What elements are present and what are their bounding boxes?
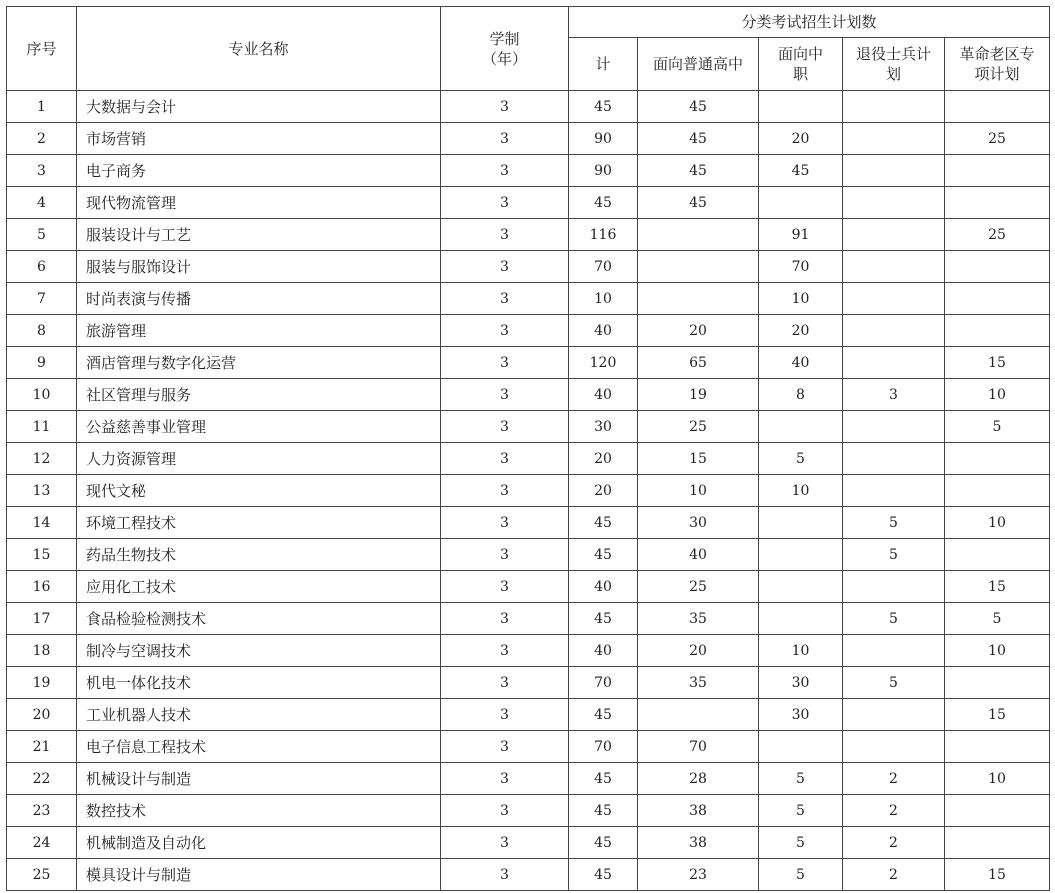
- cell-veterans: [843, 91, 945, 123]
- cell-name: 食品检验检测技术: [77, 603, 441, 635]
- table-row: [7, 571, 1050, 603]
- cell-seq: 18: [7, 635, 77, 667]
- cell-veterans: [843, 187, 945, 219]
- table-row: [7, 539, 1050, 571]
- table-row: [7, 155, 1050, 187]
- cell-vocational: [759, 187, 843, 219]
- cell-vocational: 30: [759, 699, 843, 731]
- cell-veterans: 2: [843, 763, 945, 795]
- cell-veterans: [843, 475, 945, 507]
- cell-years: 3: [441, 763, 569, 795]
- cell-veterans: 2: [843, 859, 945, 891]
- cell-vocational: [759, 411, 843, 443]
- cell-name: 人力资源管理: [77, 443, 441, 475]
- cell-seq: 5: [7, 219, 77, 251]
- cell-seq: 16: [7, 571, 77, 603]
- header-revolutionary: 革命老区专 项计划: [945, 38, 1050, 91]
- table-row: [7, 507, 1050, 539]
- cell-total: 10: [569, 283, 638, 315]
- cell-vocational: 40: [759, 347, 843, 379]
- table-row: [7, 603, 1050, 635]
- cell-total: 40: [569, 635, 638, 667]
- cell-years: 3: [441, 219, 569, 251]
- cell-general-hs: 15: [638, 443, 759, 475]
- table-row: [7, 219, 1050, 251]
- cell-revolutionary: [945, 283, 1050, 315]
- cell-general-hs: 28: [638, 763, 759, 795]
- cell-general-hs: 45: [638, 123, 759, 155]
- cell-seq: 9: [7, 347, 77, 379]
- table-body: [7, 91, 1050, 891]
- table-row: [7, 347, 1050, 379]
- cell-vocational: [759, 91, 843, 123]
- cell-name: 公益慈善事业管理: [77, 411, 441, 443]
- cell-veterans: [843, 219, 945, 251]
- cell-name: 现代物流管理: [77, 187, 441, 219]
- table-row: [7, 379, 1050, 411]
- cell-revolutionary: 10: [945, 379, 1050, 411]
- cell-revolutionary: 10: [945, 635, 1050, 667]
- cell-general-hs: 45: [638, 91, 759, 123]
- cell-name: 工业机器人技术: [77, 699, 441, 731]
- cell-years: 3: [441, 315, 569, 347]
- table-row: [7, 283, 1050, 315]
- cell-veterans: [843, 347, 945, 379]
- cell-total: 45: [569, 91, 638, 123]
- cell-seq: 12: [7, 443, 77, 475]
- cell-name: 机械制造及自动化: [77, 827, 441, 859]
- cell-general-hs: [638, 283, 759, 315]
- cell-revolutionary: [945, 155, 1050, 187]
- table-row: [7, 251, 1050, 283]
- cell-name: 现代文秘: [77, 475, 441, 507]
- cell-total: 70: [569, 731, 638, 763]
- cell-name: 时尚表演与传播: [77, 283, 441, 315]
- cell-general-hs: 25: [638, 411, 759, 443]
- cell-vocational: 5: [759, 827, 843, 859]
- cell-revolutionary: 15: [945, 571, 1050, 603]
- cell-general-hs: 30: [638, 507, 759, 539]
- cell-total: 45: [569, 603, 638, 635]
- cell-revolutionary: [945, 539, 1050, 571]
- cell-name: 旅游管理: [77, 315, 441, 347]
- cell-general-hs: 40: [638, 539, 759, 571]
- cell-revolutionary: [945, 443, 1050, 475]
- cell-years: 3: [441, 379, 569, 411]
- cell-seq: 6: [7, 251, 77, 283]
- cell-years: 3: [441, 827, 569, 859]
- cell-name: 电子信息工程技术: [77, 731, 441, 763]
- cell-total: 45: [569, 187, 638, 219]
- cell-seq: 13: [7, 475, 77, 507]
- cell-total: 45: [569, 827, 638, 859]
- cell-general-hs: 20: [638, 315, 759, 347]
- cell-vocational: 10: [759, 283, 843, 315]
- cell-seq: 11: [7, 411, 77, 443]
- cell-years: 3: [441, 539, 569, 571]
- table-row: [7, 123, 1050, 155]
- cell-vocational: [759, 539, 843, 571]
- table-row: [7, 699, 1050, 731]
- cell-seq: 21: [7, 731, 77, 763]
- cell-total: 40: [569, 571, 638, 603]
- enrollment-plan-table: [6, 6, 1050, 891]
- cell-veterans: [843, 443, 945, 475]
- cell-revolutionary: 10: [945, 507, 1050, 539]
- cell-revolutionary: [945, 795, 1050, 827]
- cell-revolutionary: [945, 315, 1050, 347]
- header-veterans: 退役士兵计 划: [843, 38, 945, 91]
- cell-total: 45: [569, 795, 638, 827]
- cell-seq: 3: [7, 155, 77, 187]
- cell-seq: 20: [7, 699, 77, 731]
- cell-vocational: 5: [759, 859, 843, 891]
- cell-total: 120: [569, 347, 638, 379]
- cell-veterans: [843, 699, 945, 731]
- cell-revolutionary: [945, 667, 1050, 699]
- cell-total: 40: [569, 315, 638, 347]
- cell-seq: 25: [7, 859, 77, 891]
- table-row: [7, 859, 1050, 891]
- cell-general-hs: [638, 699, 759, 731]
- cell-veterans: [843, 283, 945, 315]
- table-row: [7, 443, 1050, 475]
- table-row: [7, 827, 1050, 859]
- table-row: [7, 187, 1050, 219]
- cell-general-hs: 23: [638, 859, 759, 891]
- table-row: [7, 763, 1050, 795]
- cell-years: 3: [441, 507, 569, 539]
- cell-total: 20: [569, 475, 638, 507]
- cell-veterans: 5: [843, 603, 945, 635]
- cell-revolutionary: 10: [945, 763, 1050, 795]
- cell-vocational: [759, 731, 843, 763]
- cell-revolutionary: 25: [945, 123, 1050, 155]
- cell-name: 制冷与空调技术: [77, 635, 441, 667]
- cell-seq: 10: [7, 379, 77, 411]
- cell-total: 90: [569, 123, 638, 155]
- cell-years: 3: [441, 699, 569, 731]
- table-row: [7, 315, 1050, 347]
- cell-revolutionary: [945, 251, 1050, 283]
- cell-name: 应用化工技术: [77, 571, 441, 603]
- cell-vocational: 30: [759, 667, 843, 699]
- cell-general-hs: 20: [638, 635, 759, 667]
- cell-seq: 15: [7, 539, 77, 571]
- cell-seq: 1: [7, 91, 77, 123]
- cell-general-hs: [638, 219, 759, 251]
- cell-general-hs: 25: [638, 571, 759, 603]
- cell-revolutionary: 5: [945, 411, 1050, 443]
- cell-years: 3: [441, 283, 569, 315]
- cell-name: 服装设计与工艺: [77, 219, 441, 251]
- cell-veterans: [843, 251, 945, 283]
- cell-revolutionary: 15: [945, 699, 1050, 731]
- cell-general-hs: 45: [638, 187, 759, 219]
- cell-vocational: 5: [759, 443, 843, 475]
- cell-name: 市场营销: [77, 123, 441, 155]
- table-row: [7, 91, 1050, 123]
- cell-revolutionary: 25: [945, 219, 1050, 251]
- cell-vocational: 70: [759, 251, 843, 283]
- cell-general-hs: 38: [638, 795, 759, 827]
- cell-veterans: [843, 635, 945, 667]
- cell-vocational: 20: [759, 123, 843, 155]
- cell-veterans: 2: [843, 827, 945, 859]
- cell-name: 机电一体化技术: [77, 667, 441, 699]
- cell-vocational: 8: [759, 379, 843, 411]
- cell-total: 45: [569, 763, 638, 795]
- cell-vocational: 10: [759, 635, 843, 667]
- cell-seq: 7: [7, 283, 77, 315]
- cell-general-hs: 35: [638, 603, 759, 635]
- cell-name: 社区管理与服务: [77, 379, 441, 411]
- cell-total: 45: [569, 859, 638, 891]
- cell-seq: 22: [7, 763, 77, 795]
- cell-veterans: [843, 731, 945, 763]
- header-group: 分类考试招生计划数: [569, 7, 1050, 38]
- cell-total: 45: [569, 507, 638, 539]
- cell-years: 3: [441, 443, 569, 475]
- cell-name: 药品生物技术: [77, 539, 441, 571]
- cell-name: 大数据与会计: [77, 91, 441, 123]
- cell-general-hs: [638, 251, 759, 283]
- cell-seq: 4: [7, 187, 77, 219]
- cell-veterans: 2: [843, 795, 945, 827]
- cell-name: 模具设计与制造: [77, 859, 441, 891]
- cell-total: 70: [569, 667, 638, 699]
- cell-total: 40: [569, 379, 638, 411]
- cell-general-hs: 70: [638, 731, 759, 763]
- cell-general-hs: 10: [638, 475, 759, 507]
- header-name: 专业名称: [77, 7, 441, 91]
- header-total: 计: [569, 38, 638, 91]
- cell-years: 3: [441, 347, 569, 379]
- cell-years: 3: [441, 475, 569, 507]
- cell-revolutionary: 15: [945, 859, 1050, 891]
- cell-years: 3: [441, 667, 569, 699]
- cell-vocational: 5: [759, 763, 843, 795]
- table-row: [7, 795, 1050, 827]
- cell-total: 45: [569, 539, 638, 571]
- cell-name: 服装与服饰设计: [77, 251, 441, 283]
- cell-veterans: [843, 123, 945, 155]
- cell-seq: 17: [7, 603, 77, 635]
- cell-general-hs: 45: [638, 155, 759, 187]
- cell-years: 3: [441, 731, 569, 763]
- header-vocational: 面向中 职: [759, 38, 843, 91]
- cell-vocational: [759, 603, 843, 635]
- cell-seq: 24: [7, 827, 77, 859]
- cell-veterans: 5: [843, 507, 945, 539]
- cell-vocational: [759, 507, 843, 539]
- cell-name: 数控技术: [77, 795, 441, 827]
- cell-vocational: 91: [759, 219, 843, 251]
- cell-years: 3: [441, 603, 569, 635]
- table-row: [7, 475, 1050, 507]
- cell-vocational: 5: [759, 795, 843, 827]
- cell-total: 30: [569, 411, 638, 443]
- cell-revolutionary: [945, 475, 1050, 507]
- cell-vocational: 10: [759, 475, 843, 507]
- table-row: [7, 667, 1050, 699]
- table-row: [7, 411, 1050, 443]
- cell-general-hs: 38: [638, 827, 759, 859]
- table-row: [7, 731, 1050, 763]
- cell-veterans: 3: [843, 379, 945, 411]
- cell-years: 3: [441, 411, 569, 443]
- cell-years: 3: [441, 251, 569, 283]
- cell-veterans: 5: [843, 539, 945, 571]
- cell-total: 20: [569, 443, 638, 475]
- header-years: 学制 （年）: [441, 7, 569, 91]
- cell-seq: 14: [7, 507, 77, 539]
- header-seq: 序号: [7, 7, 77, 91]
- cell-seq: 23: [7, 795, 77, 827]
- cell-years: 3: [441, 187, 569, 219]
- cell-seq: 2: [7, 123, 77, 155]
- cell-revolutionary: 15: [945, 347, 1050, 379]
- cell-years: 3: [441, 795, 569, 827]
- cell-veterans: [843, 571, 945, 603]
- cell-vocational: 45: [759, 155, 843, 187]
- cell-general-hs: 19: [638, 379, 759, 411]
- cell-total: 90: [569, 155, 638, 187]
- cell-vocational: [759, 571, 843, 603]
- cell-revolutionary: [945, 187, 1050, 219]
- cell-total: 116: [569, 219, 638, 251]
- cell-total: 45: [569, 699, 638, 731]
- cell-name: 酒店管理与数字化运营: [77, 347, 441, 379]
- cell-years: 3: [441, 859, 569, 891]
- cell-vocational: 20: [759, 315, 843, 347]
- cell-revolutionary: 5: [945, 603, 1050, 635]
- cell-years: 3: [441, 91, 569, 123]
- cell-veterans: 5: [843, 667, 945, 699]
- cell-general-hs: 35: [638, 667, 759, 699]
- table-row: [7, 635, 1050, 667]
- cell-name: 机械设计与制造: [77, 763, 441, 795]
- cell-revolutionary: [945, 731, 1050, 763]
- cell-revolutionary: [945, 91, 1050, 123]
- cell-veterans: [843, 315, 945, 347]
- cell-seq: 19: [7, 667, 77, 699]
- cell-revolutionary: [945, 827, 1050, 859]
- cell-veterans: [843, 411, 945, 443]
- cell-years: 3: [441, 571, 569, 603]
- cell-years: 3: [441, 123, 569, 155]
- cell-general-hs: 65: [638, 347, 759, 379]
- header-general-hs: 面向普通高中: [638, 38, 759, 91]
- cell-seq: 8: [7, 315, 77, 347]
- cell-years: 3: [441, 635, 569, 667]
- cell-name: 电子商务: [77, 155, 441, 187]
- cell-veterans: [843, 155, 945, 187]
- cell-total: 70: [569, 251, 638, 283]
- cell-name: 环境工程技术: [77, 507, 441, 539]
- cell-years: 3: [441, 155, 569, 187]
